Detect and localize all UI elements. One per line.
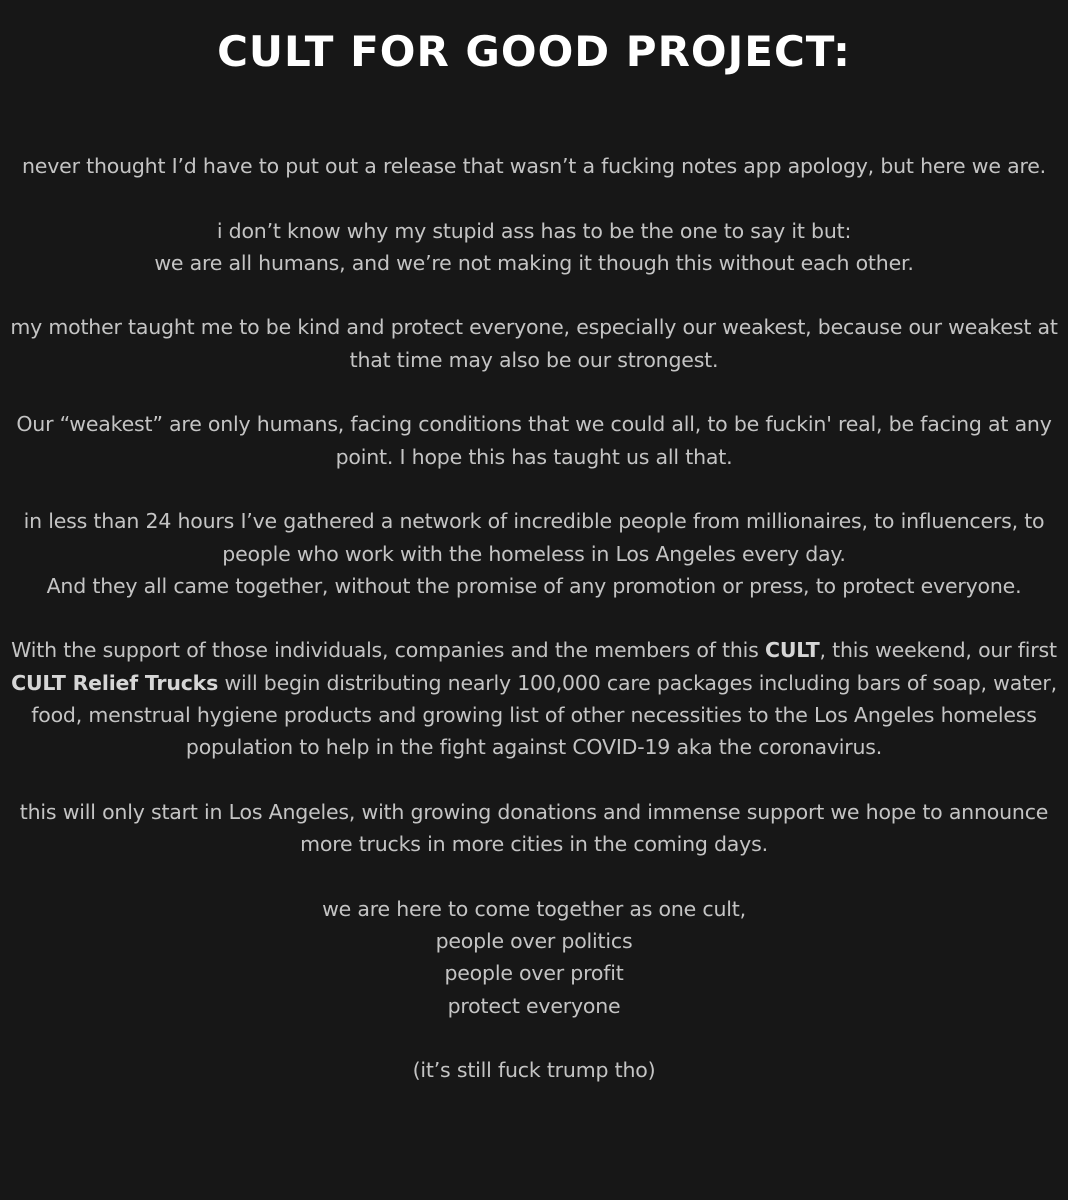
paragraph-mother: my mother taught me to be kind and protect everyone, especially our weakest, because our weakest at that time may also be our strongest. bbox=[10, 315, 1058, 372]
relief-text-1: With the support of those individuals, companies and the members of this bbox=[11, 638, 765, 663]
paragraph-expansion: this will only start in Los Angeles, with growing donations and immense support we hope to announce more trucks in more cities in the coming days. bbox=[19, 799, 1049, 857]
paragraph-humans bbox=[4, 215, 1064, 280]
relief-trucks-emphasis: CULT Relief Trucks bbox=[11, 670, 219, 695]
paragraph-humans-line-2: we are all humans, and we’re not making it though this without each other. bbox=[154, 250, 914, 275]
paragraph-network-line-1: in less than 24 hours I’ve gathered a network of incredible people from millionaires, to influencers, to people who work with the homeless in Los Angeles every day. bbox=[23, 509, 1045, 566]
closing-line-1: we are here to come together as one cult, bbox=[322, 896, 746, 921]
paragraph-intro: never thought I’d have to put out a release that wasn’t a fucking notes app apology, but here we are. bbox=[22, 154, 1046, 178]
page-title: CULT FOR GOOD PROJECT: bbox=[217, 27, 851, 76]
relief-text-3: will begin distributing nearly 100,000 care packages including bars of soap, water, food, menstrual hygiene products and growing list of other necessities to the Los Angeles homeless population to help in the fight against COVID-19 aka the coronavirus. bbox=[31, 670, 1057, 760]
paragraph-weakest: Our “weakest” are only humans, facing conditions that we could all, to be fuckin' real, be facing at any point. I hope this has taught us all that. bbox=[16, 412, 1052, 469]
paragraph-humans-line-1: i don’t know why my stupid ass has to be the one to say it but: bbox=[216, 218, 852, 243]
closing-line-3: people over profit bbox=[444, 961, 624, 986]
cult-emphasis: CULT bbox=[764, 638, 820, 663]
paragraph-closing bbox=[4, 893, 1064, 1022]
statement-body bbox=[4, 150, 1064, 1087]
paragraph-signoff: (it’s still fuck trump tho) bbox=[412, 1058, 656, 1083]
relief-text-2: , this weekend, our first bbox=[819, 638, 1057, 663]
closing-line-2: people over politics bbox=[435, 929, 633, 954]
paragraph-network-line-2: And they all came together, without the promise of any promotion or press, to protect everyone. bbox=[46, 573, 1022, 598]
paragraph-relief-trucks bbox=[4, 634, 1064, 763]
closing-line-4: protect everyone bbox=[447, 993, 621, 1018]
paragraph-network bbox=[4, 505, 1064, 602]
